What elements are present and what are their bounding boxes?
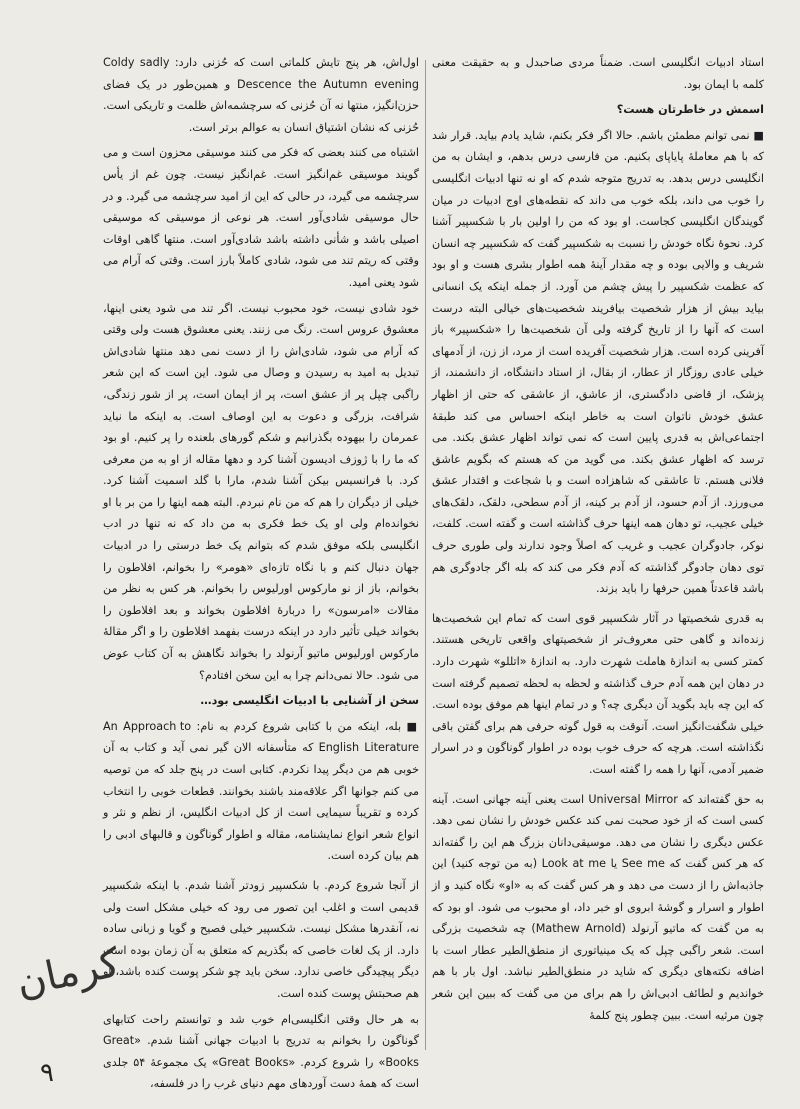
- paragraph: خود شادی نیست، خود محبوب نیست. اگر تند می شود یعنی اینها، معشوق عروس است. رنگ می زنند. یعنی معشوق هست ولی وقتی که آرام می شود، شادی‌اش را از دست نمی دهد منتها شادی‌اش تبدیل به امید به رسیدن و وصال می شود. این است که این شعر راگبی چپل پر از عشق است، پر از ایمان است، پر از شور زندگی، شرافت، بزرگی و دعوت به این اوصاف است. به اینکه ما نباید عمرمان را بیهوده بگذرانیم و شکم گورهای بلعنده را پر کنیم. او بود که ما را با ژوزف ادیسون آشنا کرد و دهها مقاله از او به من معرفی کرد. با فرانسیس بیکن آشنا شدم، مارا با گلد اسمیت آشنا کرد. خیلی از دیگران را هم که من نام نبردم. البته همه اینها را من بر با او نخوانده‌ام ولی او یک خط فکری به من داد که نه تنها در ادب انگلیسی بلکه موفق شدم که بتوانم یک خط درستی را در ادبیات جهان دنبال کنم و با نگاه تازه‌ای «هومر» را بخوانم، افلاطون را بخوانم، باز از نو مارکوس اورلیوس را بخوانم. هر کس به نظر من مقالات «امرسون» را دربارهٔ افلاطون بخواند و بعد افلاطون را بخواند خیلی تأثیر دارد در اینکه درست بفهمد افلاطون را و اگر مقالهٔ مارکوس اورلیوس ماتیو آرنولد را بخواند نگاهش به آن کتاب عوض می شود. حالا نمی‌دانم چرا به این سخن افتادم؟: [103, 301, 419, 682]
- paragraph: به حق گفته‌اند که Universal Mirror است یعنی آینه جهانی است. آینه کسی است که از خود صحبت نمی کند عکس خودش را نشان نمی دهد. عکس دیگری را نشان می دهد. موسیقی‌دانان بزرگ هم این را گفته‌اند که هر کس گفت که See me یا Look at me (به من توجه کنید) این جاذبه‌اش را از دست می دهد و هر کس گفت که به «او» نگاه کنید و از اطوار و اسرار و گوشهٔ ابروی او خبر داد، او محبوب می شود. او بود که به من گفت که ماتیو آرنولد (Mathew Arnold) چه شخصیت بزرگی است. شعر راگبی چپل که یک مینیاتوری از منطق‌الطیر عطار است با اضافه نکته‌های دیگری که شاید در منطق‌الطیر نباشد. اول بار با هم خواندیم و لطائف ادبی‌اش را هم برای من می گفت که ببین این شعر چون مرثیه است. ببین چطور پنج کلمهٔ: [432, 792, 764, 1022]
- interview-question: سخن از آشنایی با ادبیات انگلیسی بود…: [200, 694, 419, 708]
- right-column: [432, 52, 764, 1030]
- page-number: ۹: [40, 1058, 54, 1088]
- paragraph: اشتباه می کنند بعضی که فکر می کنند موسیقی محزون است و می گویند موسیقی غم‌انگیز است. غم‌انگیز نیست. چون غم از یأس سرچشمه می گیرد، در حالی که این از امید سرچشمه می گیرد. و در حال موسیقی شادی‌آور است. هر نوعی از موسیقی که موسیقی اصیلی باشد و شأنی داشته باشد شادی‌آور است. منتها گاهی اوقات وقتی که ریتم تند می شود، شادی کاملاً بارز است. وقتی که آرام می شود یعنی امید.: [103, 146, 419, 289]
- paragraph: ■ بله، اینکه من با کتابی شروع کردم به نام: An Approach to English Literature که متأسفانه الان گیر نمی آید و کتاب به آن خوبی هم من دیگر پیدا نکردم. کتابی است در پنج جلد که من توصیه می کنم جوانها اگر علاقه‌مند باشند بخوانند. قطعات خوبی را انتخاب کرده و تقریباً سیمایی است از کل ادبیات انگلیس، از نظم و نثر و انواع شعر انواع نمایشنامه، مقاله و اطوار گوناگون و قالبهای ادبی را هم بیان کرده است.: [103, 719, 420, 863]
- left-column: [103, 52, 419, 1099]
- column-divider: [425, 60, 426, 1050]
- paragraph: اول‌اش، هر پنج تایش کلماتی است که حُزنی دارد: Coldy sadly Descence the Autumn evening و همین‌طور در یک فضای حزن‌انگیز، منتها نه آن حُزنی که سرچشمه‌اش ظلمت و تاریکی است. حُزنی که نشان اشتیاق انسان به عوالم برتر است.: [103, 56, 419, 134]
- interview-question: اسمش در خاطرتان هست؟: [616, 103, 764, 117]
- paragraph: ■ نمی توانم مطمئن باشم. حالا اگر فکر بکنم، شاید یادم بیاید. قرار شد که با هم معاملهٔ پایاپای بکنیم. من فارسی درس بدهم، و ایشان به من انگلیسی درس بدهد. به تدریج متوجه شدم که او نه تنها ادبیات انگلیسی را خوب می داند، بلکه خوب می داند که نقطه‌های اوج ادبیات در میان گویندگان انگلیسی کجاست. او بود که من را اولین بار با شکسپیر آشنا کرد. نحوهٔ نگاه خودش را نسبت به شکسپیر گفت که شکسپیر چه انسان شریف و والایی بوده و چه مقدار آینهٔ همه اطوار بشری هست و او بود که عظمت شکسپیر را پیش چشم من آورد. از جمله اینکه یک انسانی بیاید بیش از هزار شخصیت بیافریند شخصیت‌های خیالی البته درست است که آنها را از تاریخ گرفته ولی آن شخصیت‌ها را «شکسپیر» باز آفرینی کرده است. هزار شخصیت آفریده است از مرد، از زن، از آدمهای خیلی عادی روزگار از عطار، از بقال، از استاد دانشگاه، از دانشمند، از پزشک، از قاضی دادگستری، از عاشق، از عاشقی که حتی از اظهار عشق خودش ناتوان است به خاطر اینکه احساس می کند طبقهٔ اجتماعی‌اش به قدری پایین است که نمی تواند اظهار عشق بکند. می ترسد که اظهار عشق بکند. می گوید من که هستم که بگویم عاشق فلانی هستم. تا عاشقی که شاهزاده است و با شجاعت و اقتدار عشق می‌ورزد. از آدم حسود، از آدم بر کینه، از آدم سطحی، دلقک، دلقک‌های خیلی عجیب، تو دهان همه اینها حرف گذاشته است و گفته است. کلفت، نوکر، جادوگران عجیب و غریب که اصلاً وجود ندارند ولی طوری حرف توی دهان جادوگر گذاشته که آدم فکر می کند که بله اگر جادوگری هم باشد قاعدتاً همین حرفها را باید بزند.: [432, 128, 764, 596]
- paragraph: از آنجا شروع کردم. با شکسپیر زودتر آشنا شدم. با اینکه شکسپیر قدیمی است و اغلب این تصور می رود که خیلی مشکل است ولی نه، آنقدرها مشکل نیست. شکسپیر خیلی فصیح و گویا و زبانی ساده دارد. از یک لغات خاصی که بگذریم که متعلق به آن زمان بوده است دیگر پیچیدگی خاصی ندارد. سخن باید چو شکر پوست کنده باشد، او هم صحبتش پوست کنده است.: [103, 878, 419, 1000]
- magazine-logo: کرمان: [12, 939, 124, 1007]
- paragraph: به هر حال وقتی انگلیسی‌ام خوب شد و توانستم راحت کتابهای گوناگون را بخوانم به تدریج با ادبیات جهانی آشنا شدم. «Great Books» را شروع کردم. «Great Books» یک مجموعهٔ ۵۴ جلدی است که همهٔ دست آوردهای مهم دنیای غرب را در فلسفه،: [103, 1012, 420, 1091]
- paragraph: به قدری شخصیتها در آثار شکسپیر قوی است که تمام این شخصیت‌ها زنده‌اند و گاهی حتی معروف‌تر از شخصیتهای واقعی تاریخی هستند. کمتر کسی به اندازهٔ هاملت شهرت دارد. به اندازهٔ «اتللو» شهرت دارد. در دهان این همه آدم حرف گذاشته و لحظه به لحظه تصمیم گرفته است که این چه باید بگوید آن دیگری چه؟ و در تمام اینها هم موفق بوده است. خیلی شگفت‌انگیز است. آنوقت به قول گوته حرفی هم برای گفتن باقی نگذاشته است. هرچه که حرف خوب بوده در اطوار گوناگون و در اسرار ضمیر آدمی، آنها را همه را گفته است.: [432, 611, 764, 776]
- paragraph: استاد ادبیات انگلیسی است. ضمناً مردی صاحبدل و به حقیقت معنی کلمه با ایمان بود.: [432, 56, 764, 91]
